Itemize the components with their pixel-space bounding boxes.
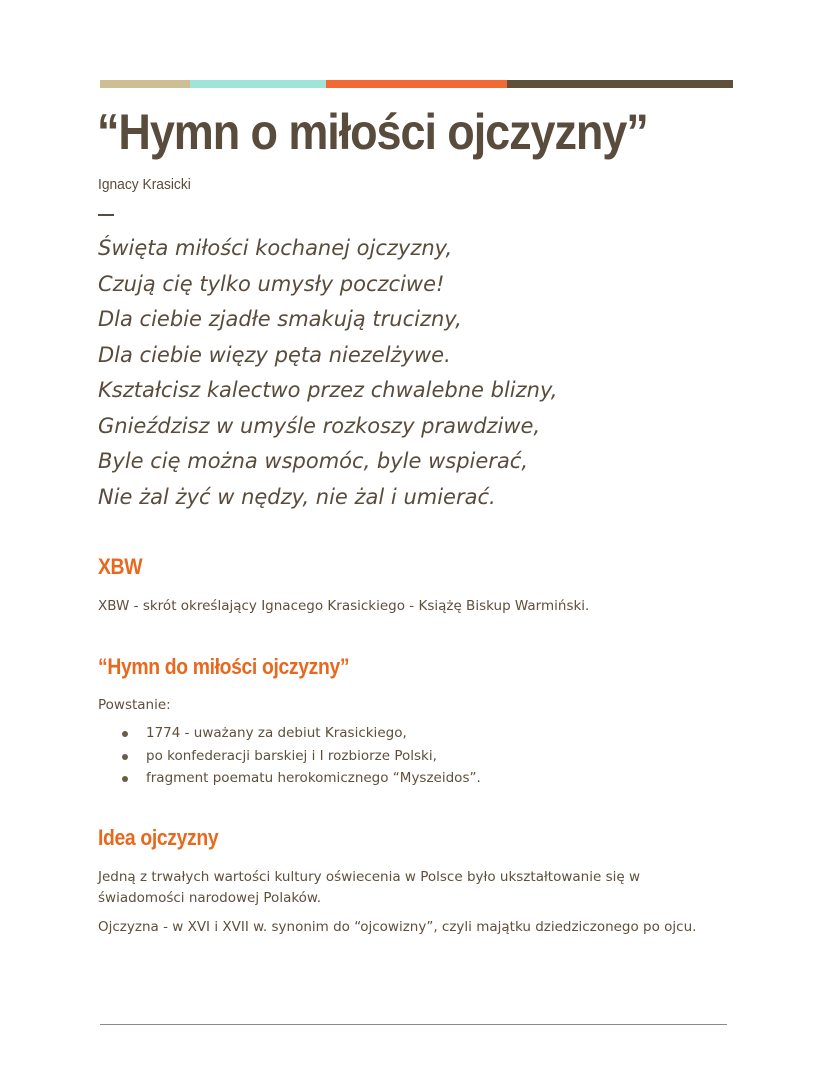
- section-heading-idea: Idea ojczyzny: [98, 825, 219, 850]
- color-bar-segment-tan: [100, 80, 190, 88]
- poem-line: Dla ciebie więzy pęta niezelżywe.: [98, 342, 451, 367]
- list-item-text: po konfederacji barskiej i I rozbiorze Polski,: [146, 747, 437, 764]
- poem-line: Byle cię można wspomóc, byle wspierać,: [98, 449, 529, 473]
- poem-stanza: [98, 231, 557, 515]
- poem-line: Czują cię tylko umysły poczciwe!: [98, 271, 445, 296]
- xbw-description: XBW - skrót określający Ignacego Krasickiego - Książę Biskup Warmiński.: [98, 598, 590, 614]
- page-title: “Hymn o miłości ojczyzny”: [97, 104, 648, 160]
- bullet-dot-icon: [122, 754, 128, 760]
- list-item: [122, 745, 481, 768]
- poem-line: Dla ciebie zjadłe smakują trucizny,: [98, 307, 462, 331]
- poem-line: Gnieździsz w umyśle rozkoszy prawdziwe,: [98, 413, 541, 438]
- poem-line: Święta miłości kochanej ojczyzny,: [98, 236, 453, 260]
- bullet-dot-icon: [122, 776, 128, 782]
- divider-dash: [98, 214, 114, 216]
- section-heading-xbw: XBW: [98, 554, 143, 579]
- list-item: [122, 767, 481, 790]
- list-item: [122, 722, 481, 745]
- hymn-intro: Powstanie:: [98, 697, 171, 713]
- author-name: Ignacy Krasicki: [98, 176, 191, 193]
- bullet-dot-icon: [122, 731, 128, 737]
- poem-line: Nie żal żyć w nędzy, nie żal i umierać.: [98, 484, 496, 509]
- list-item-text: 1774 - uważany za debiut Krasickiego,: [146, 725, 407, 741]
- list-item-text: fragment poematu herokomicznego “Myszeidos”.: [146, 770, 481, 786]
- color-bar-segment-orange: [326, 80, 507, 88]
- idea-paragraph-line: świadomości narodowej Polaków.: [98, 890, 322, 906]
- idea-paragraph-2: Ojczyzna - w XVI i XVII w. synonim do “ojcowizny”, czyli majątku dziedziczonego po ojcu.: [98, 919, 697, 935]
- section-heading-hymn: “Hymn do miłości ojczyzny”: [98, 654, 350, 679]
- color-bar-segment-brown: [507, 80, 733, 88]
- hymn-bullet-list: [122, 722, 481, 790]
- idea-paragraph-line: Jedną z trwałych wartości kultury oświecenia w Polsce było ukształtowanie się w: [98, 869, 640, 885]
- poem-line: Kształcisz kalectwo przez chwalebne blizny,: [98, 378, 558, 402]
- footer-divider: [100, 1024, 727, 1025]
- decorative-color-bar: [100, 80, 733, 88]
- color-bar-segment-teal: [190, 80, 326, 88]
